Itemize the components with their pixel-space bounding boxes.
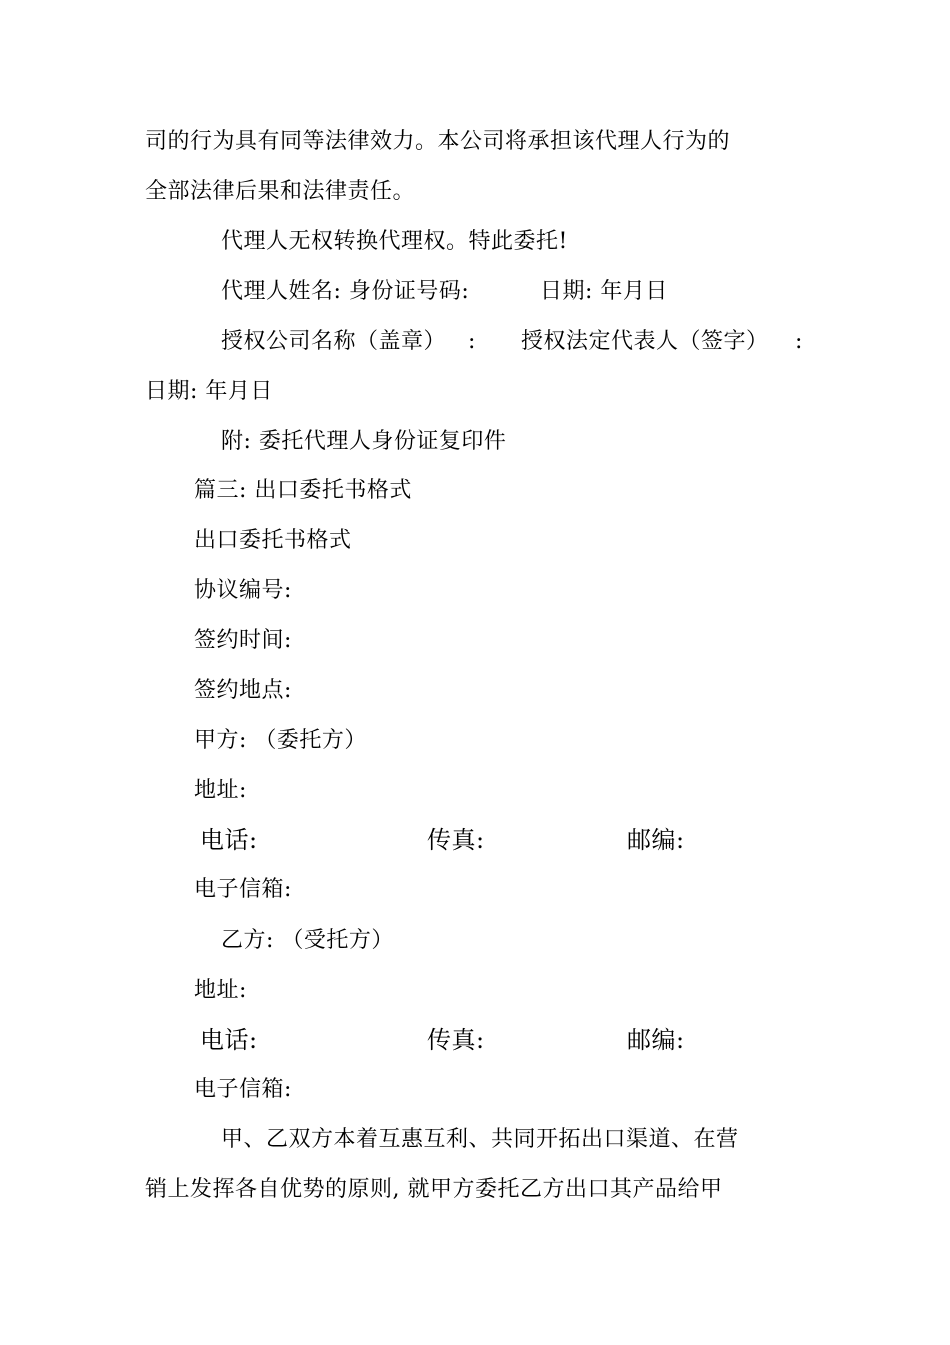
party-a-address-label: 地址:: [194, 778, 247, 803]
paragraph-line: 司的行为具有同等法律效力。本公司将承担该代理人行为的: [145, 129, 731, 154]
party-b-email-label: 电子信箱:: [194, 1077, 292, 1102]
document-title: 出口委托书格式: [194, 528, 352, 553]
party-b-label: 乙方: （受托方）: [221, 928, 394, 953]
agent-name-id-label: 代理人姓名: 身份证号码:: [221, 279, 470, 304]
party-b-postcode-label: 邮编:: [627, 1026, 685, 1054]
party-b-address-label: 地址:: [194, 978, 247, 1003]
legal-representative-label: 授权法定代表人（签字）: [521, 329, 769, 354]
paragraph-line: 全部法律后果和法律责任。: [145, 179, 416, 204]
no-transfer-statement: 代理人无权转换代理权。特此委托!: [221, 229, 568, 254]
signing-time-label: 签约时间:: [194, 628, 292, 653]
party-b-phone-label: 电话:: [200, 1026, 258, 1054]
paragraph-line: 销上发挥各自优势的原则, 就甲方委托乙方出口其产品给甲: [145, 1177, 723, 1202]
party-a-email-label: 电子信箱:: [194, 877, 292, 902]
authorizing-company-label: 授权公司名称（盖章）: [221, 329, 447, 354]
party-a-fax-label: 传真:: [427, 826, 485, 854]
party-a-phone-label: 电话:: [200, 826, 258, 854]
party-a-postcode-label: 邮编:: [627, 826, 685, 854]
signing-place-label: 签约地点:: [194, 678, 292, 703]
colon: :: [468, 329, 476, 354]
section-heading: 篇三: 出口委托书格式: [194, 478, 412, 503]
agent-date-label: 日期: 年月日: [540, 279, 668, 304]
party-a-label: 甲方: （委托方）: [194, 728, 367, 753]
colon: :: [795, 329, 803, 354]
authorization-date-label: 日期: 年月日: [145, 379, 273, 404]
party-b-fax-label: 传真:: [427, 1026, 485, 1054]
agreement-number-label: 协议编号:: [194, 578, 292, 603]
paragraph-line: 甲、乙双方本着互惠互利、共同开拓出口渠道、在营: [221, 1127, 739, 1152]
attachment-note: 附: 委托代理人身份证复印件: [221, 429, 507, 454]
